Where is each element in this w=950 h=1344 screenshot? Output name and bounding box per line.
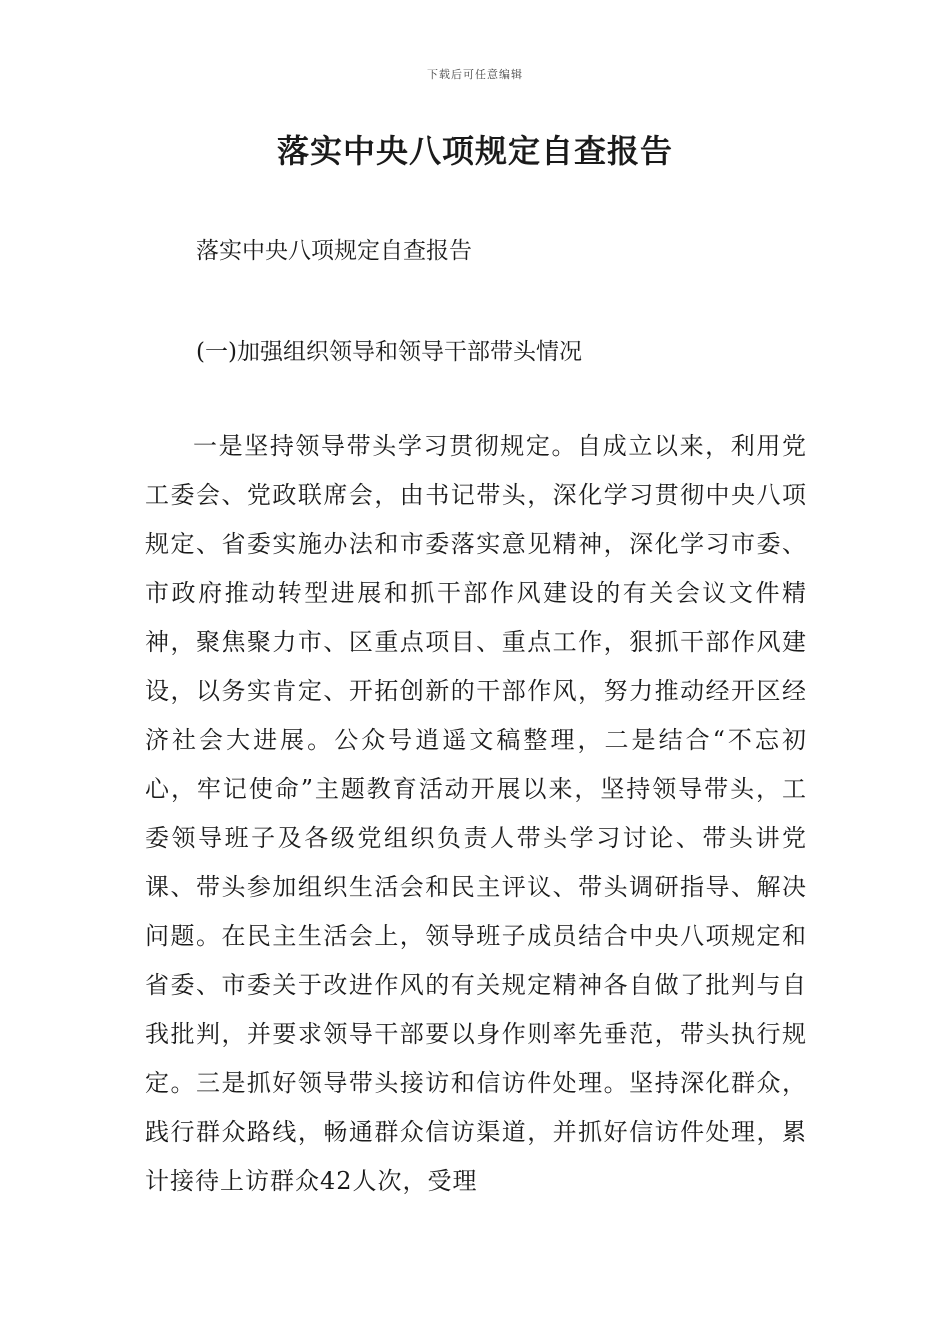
document-subtitle: 落实中央八项规定自查报告 xyxy=(196,238,472,264)
document-title: 落实中央八项规定自查报告 xyxy=(276,132,673,170)
section-heading: (一)加强组织领导和领导干部带头情况 xyxy=(196,339,582,365)
page-header-note: 下载后可任意编辑 xyxy=(427,68,523,81)
body-paragraph: 一是坚持领导带头学习贯彻规定。自成立以来，利用党工委会、党政联席会，由书记带头，深化学习贯彻中央八项规定、省委实施办法和市委落实意见精神，深化学习市委、市政府推动转型进展和抓干部作风建设的有关会议文件精神，聚焦聚力市、区重点项目、重点工作，狠抓干部作风建设，以务实肯定、开拓创新的干部作风，努力推动经开区经济社会大进展。公众号逍遥文稿整理，二是结合“不忘初心，牢记使命”主题教育活动开展以来，坚持领导带头，工委领导班子及各级党组织负责人带头学习讨论、带头讲党课、带头参加组织生活会和民主评议、带头调研指导、解决问题。在民主生活会上，领导班子成员结合中央八项规定和省委、市委关于改进作风的有关规定精神各自做了批判与自我批判，并要求领导干部要以身作则率先垂范，带头执行规定。三是抓好领导带头接访和信访件处理。坚持深化群众，践行群众路线，畅通群众信访渠道，并抓好信访件处理，累计接待上访群众42人次，受理 xyxy=(145,432,807,1195)
